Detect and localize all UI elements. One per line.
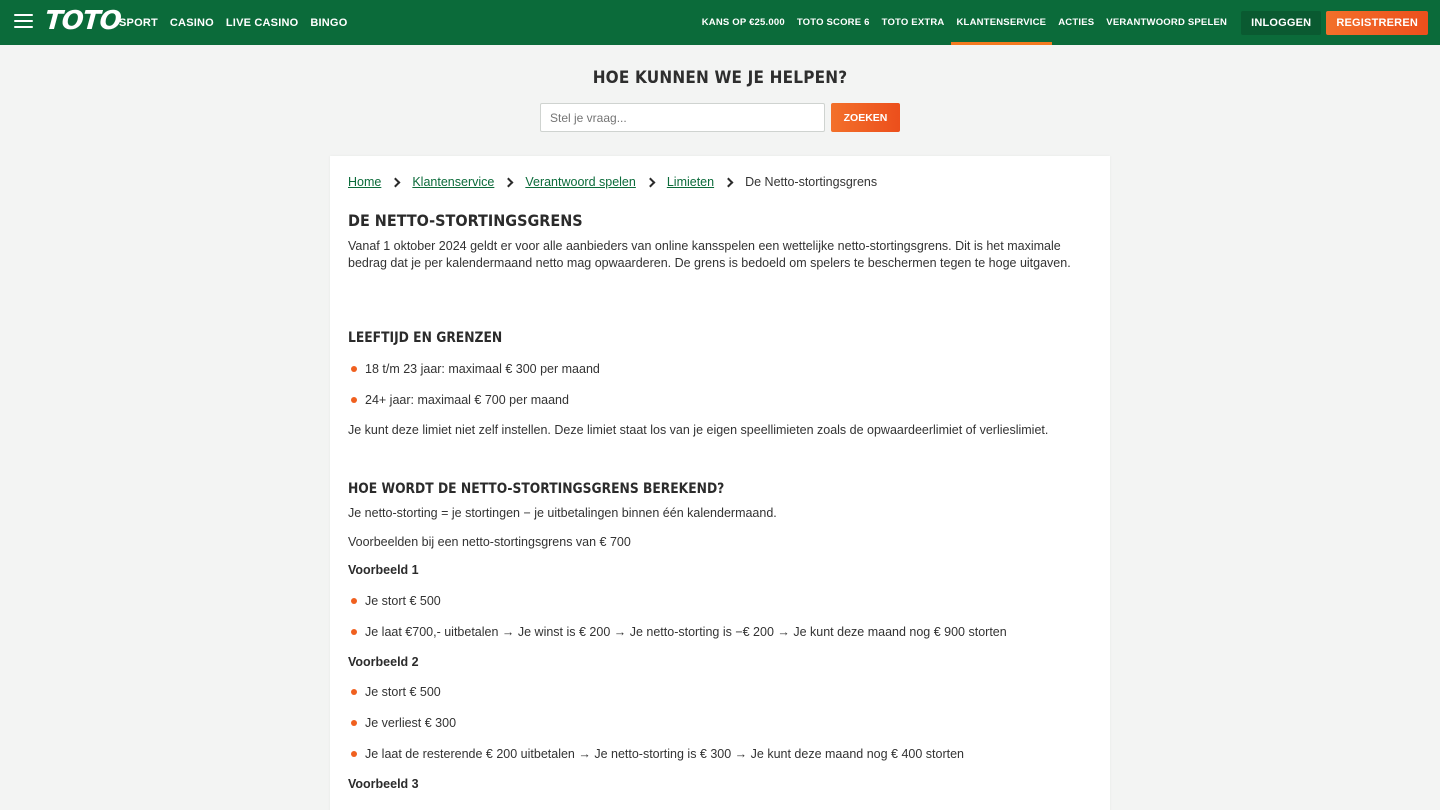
menu-icon[interactable]: [14, 14, 33, 28]
breadcrumb-klantenservice[interactable]: Klantenservice: [412, 175, 495, 189]
breadcrumb-verantwoord-spelen[interactable]: Verantwoord spelen: [525, 175, 636, 189]
bullet-icon: [351, 366, 357, 372]
section-heading-calculation: HOE WORDT DE NETTO-STORTINGSGRENS BEREKEND?: [348, 481, 725, 497]
list-item: Je stort € 500: [348, 685, 441, 699]
example-2-title: Voorbeeld 2: [348, 655, 419, 669]
chevron-right-icon: [645, 177, 655, 187]
breadcrumb-home[interactable]: Home: [348, 175, 382, 189]
help-title: HOE KUNNEN WE JE HELPEN?: [592, 68, 848, 88]
nav-toto-extra[interactable]: TOTO EXTRA: [881, 17, 945, 28]
example-1-title: Voorbeeld 1: [348, 563, 419, 577]
limit-note: Je kunt deze limiet niet zelf instellen. Deze limiet staat los van je eigen speellimieten zoals de opwaardeerlimiet of verlieslimiet.: [348, 423, 1049, 437]
bullet-icon: [351, 751, 357, 757]
nav-live-casino[interactable]: LIVE CASINO: [225, 16, 299, 29]
formula-text: Je netto-storting = je stortingen − je uitbetalingen binnen één kalendermaand.: [348, 506, 777, 520]
examples-intro: Voorbeelden bij een netto-stortingsgrens van € 700: [348, 535, 631, 549]
toto-logo[interactable]: TOTO: [43, 6, 122, 36]
list-item: Je verliest € 300: [348, 716, 456, 730]
nav-bingo[interactable]: BINGO: [310, 16, 348, 29]
list-item: Je stort € 500: [348, 594, 441, 608]
article-card: [330, 156, 1110, 810]
list-item: Je laat de resterende € 200 uitbetalen → Je netto-storting is € 300 → Je kunt deze maand nog € 400 storten: [348, 747, 964, 761]
breadcrumb-limieten[interactable]: Limieten: [666, 175, 715, 189]
nav-toto-score-6[interactable]: TOTO SCORE 6: [796, 17, 870, 28]
bullet-icon: [351, 397, 357, 403]
nav-casino[interactable]: CASINO: [169, 16, 214, 29]
chevron-right-icon: [504, 177, 514, 187]
search-button[interactable]: ZOEKEN: [831, 103, 900, 132]
intro-paragraph: Vanaf 1 oktober 2024 geldt er voor alle aanbieders van online kansspelen een wettelijke netto-stortingsgrens. Dit is het maximale bedrag dat je per kalendermaand netto mag opwaarderen. De grens is bedoeld om spelers te beschermen tegen te hoge uitgaven.: [348, 239, 1071, 270]
nav-verantwoord-spelen[interactable]: VERANTWOORD SPELEN: [1106, 17, 1228, 28]
nav-acties[interactable]: ACTIES: [1058, 17, 1095, 28]
section-heading-age-limits: LEEFTIJD EN GRENZEN: [348, 330, 503, 346]
bullet-icon: [351, 629, 357, 635]
list-item: 24+ jaar: maximaal € 700 per maand: [348, 393, 569, 407]
bullet-icon: [351, 598, 357, 604]
login-button[interactable]: INLOGGEN: [1241, 11, 1321, 35]
list-item: Je laat €700,- uitbetalen → Je winst is € 200 → Je netto-storting is −€ 200 → Je kunt deze maand nog € 900 storten: [348, 625, 1007, 639]
example-3-title: Voorbeeld 3: [348, 777, 419, 791]
bullet-icon: [351, 720, 357, 726]
chevron-right-icon: [391, 177, 401, 187]
chevron-right-icon: [724, 177, 734, 187]
list-item: 18 t/m 23 jaar: maximaal € 300 per maand: [348, 362, 600, 376]
top-navigation-bar: [0, 0, 1440, 45]
page-title: DE NETTO-STORTINGSGRENS: [348, 211, 583, 230]
nav-klantenservice[interactable]: KLANTENSERVICE: [951, 0, 1053, 45]
breadcrumb-current: De Netto-stortingsgrens: [745, 175, 878, 189]
breadcrumb: [348, 175, 877, 189]
nav-kans-op[interactable]: KANS OP €25.000: [701, 17, 785, 28]
secondary-nav: [696, 0, 1440, 45]
nav-sport[interactable]: SPORT: [119, 16, 158, 29]
bullet-icon: [351, 689, 357, 695]
register-button[interactable]: REGISTREREN: [1326, 11, 1428, 35]
main-nav: [119, 0, 347, 45]
help-search-input[interactable]: [540, 103, 825, 132]
